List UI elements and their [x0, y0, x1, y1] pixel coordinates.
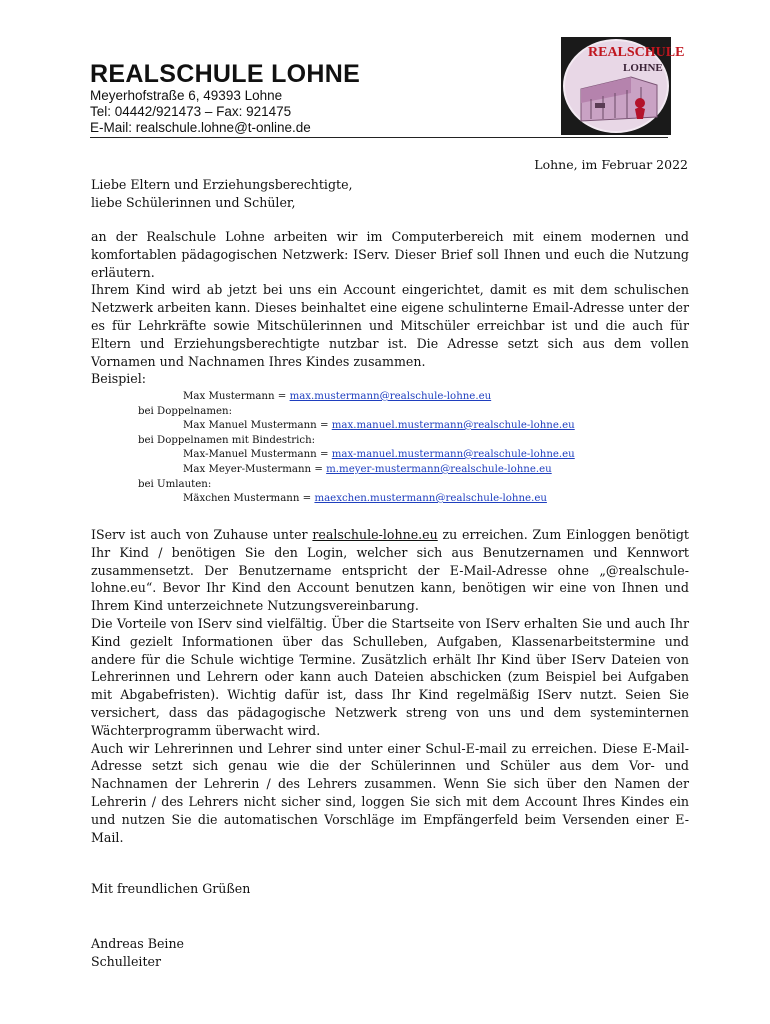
- main-paragraph-3: Auch wir Lehrerinnen und Lehrer sind unter einer Schul-E-mail zu erreichen. Diese E-Mail-Adresse setzt sich genau wie die der Schülerinnen und Schüler aus dem Vor- und Nachnamen der Lehrerin / des Lehrers zusammen. Wenn Sie sich über den Namen der Lehrerin / des Lehrers nicht sicher sind, loggen Sie sich mit dem Account Ihres Kindes ein und nutzen Sie die automatischen Vorschläge im Empfängerfeld beim Versenden einer E-Mail.: [91, 740, 689, 845]
- closing-greeting: [91, 880, 689, 898]
- main-paragraph-2: Die Vorteile von IServ sind vielfältig. Über die Startseite von IServ erhalten Sie und auch Ihr Kind gezielt Informationen über das Schulleben, Aufgaben, Klassenarbeitstermine und andere für die Schule wichtige Termine. Zusätzlich erhält Ihr Kind über IServ Dateien von Lehrerinnen und Lehrern oder kann auch Dateien abschicken (zum Beispiel bei Aufgaben mit Abgabefristen). Wichtig dafür ist, dass Ihr Kind regelmäßig IServ nutzt. Seien Sie versichert, dass das pädagogische Netzwerk streng von uns und dem systeminternen Wächterprogramm überwacht wird.: [91, 615, 689, 738]
- example-1-name: Max Mustermann =: [183, 391, 290, 402]
- signer-role: Schulleiter: [91, 953, 161, 969]
- school-address: Meyerhofstraße 6, 49393 Lohne: [90, 88, 283, 103]
- svg-text:REALSCHULE: REALSCHULE: [588, 45, 685, 60]
- salutation: [91, 176, 689, 212]
- svg-text:LOHNE: LOHNE: [623, 62, 663, 74]
- iserv-website-link[interactable]: realschule-lohne.eu: [312, 527, 438, 542]
- school-email: E-Mail: realschule.lohne@t-online.de: [90, 120, 311, 135]
- main-p1-text-end: zu erreichen. Zum Einloggen benötigt Ihr Kind / benötigen Sie den Login, welcher sich aus Benutzernamen und Kennwort zusammensetzt. Der Benutzername entspricht der E-Mail-Adresse ohne „@realschule-lohne.eu“. Bevor Ihr Kind den Account benutzen kann, benötigen wir eine von Ihnen und Ihrem Kind unterzeichnete Nutzungsvereinbarung.: [91, 527, 689, 614]
- example-2: [183, 419, 575, 432]
- example-3-name: Max-Manuel Mustermann =: [183, 449, 332, 460]
- salutation-line-2: liebe Schülerinnen und Schüler,: [91, 194, 296, 210]
- example-5-email-link[interactable]: maexchen.mustermann@realschule-lohne.eu: [314, 493, 547, 504]
- example-4-name: Max Meyer-Mustermann =: [183, 464, 327, 475]
- salutation-line-1: Liebe Eltern und Erziehungsberechtigte,: [91, 177, 353, 192]
- signer-name: Andreas Beine: [91, 936, 185, 951]
- example-1: [183, 390, 491, 403]
- example-label: Beispiel:: [91, 371, 147, 387]
- example-4: [183, 463, 552, 476]
- hyphen-name-label: bei Doppelnamen mit Bindestrich:: [138, 435, 316, 446]
- main-section: [91, 526, 689, 846]
- school-name: REALSCHULE LOHNE: [90, 60, 361, 88]
- example-3-email-link[interactable]: max-manuel.mustermann@realschule-lohne.eu: [331, 449, 575, 460]
- greeting: Mit freundlichen Grüßen: [91, 881, 251, 896]
- example-3: [183, 448, 575, 461]
- main-p1-text-start: IServ ist auch von Zuhause unter: [91, 527, 313, 542]
- school-building-logo-icon: [561, 37, 685, 135]
- intro-paragraph-2: Ihrem Kind wird ab jetzt bei uns ein Account eingerichtet, damit es mit dem schulischen Netzwerk arbeiten kann. Dieses beinhaltet eine eigene schulinterne Email-Adresse unter der es für Lehrkräfte sowie Mitschülerinnen und Mitschüler erreichbar ist und die auch für Eltern und Erziehungsberechtigte nutzbar ist. Die Adresse setzt sich aus dem vollen Vornamen und Nachnamen Ihres Kindes zusammen.: [91, 282, 689, 369]
- intro-section: [91, 228, 689, 388]
- header-divider: [90, 137, 668, 138]
- school-phone: Tel: 04442/921473 – Fax: 921475: [90, 104, 292, 119]
- umlaut-label: bei Umlauten:: [138, 479, 212, 490]
- letter-date: Lohne, im Februar 2022: [534, 157, 688, 172]
- example-2-email-link[interactable]: max.manuel.mustermann@realschule-lohne.eu: [331, 420, 575, 431]
- example-4-email-link[interactable]: m.meyer-mustermann@realschule-lohne.eu: [326, 464, 552, 475]
- school-logo: [561, 37, 685, 135]
- double-name-label: bei Doppelnamen:: [138, 406, 232, 417]
- intro-paragraph-1: an der Realschule Lohne arbeiten wir im Computerbereich mit einem modernen und komfortablen pädagogischen Netzwerk: IServ. Dieser Brief soll Ihnen und euch die Nutzung erläutern.: [91, 229, 689, 280]
- example-5: [183, 492, 547, 505]
- example-1-email-link[interactable]: max.mustermann@realschule-lohne.eu: [289, 391, 492, 402]
- signature-block: [91, 935, 689, 971]
- example-2-name: Max Manuel Mustermann =: [183, 420, 332, 431]
- example-5-name: Mäxchen Mustermann =: [183, 493, 315, 504]
- main-paragraph-1: [91, 526, 689, 615]
